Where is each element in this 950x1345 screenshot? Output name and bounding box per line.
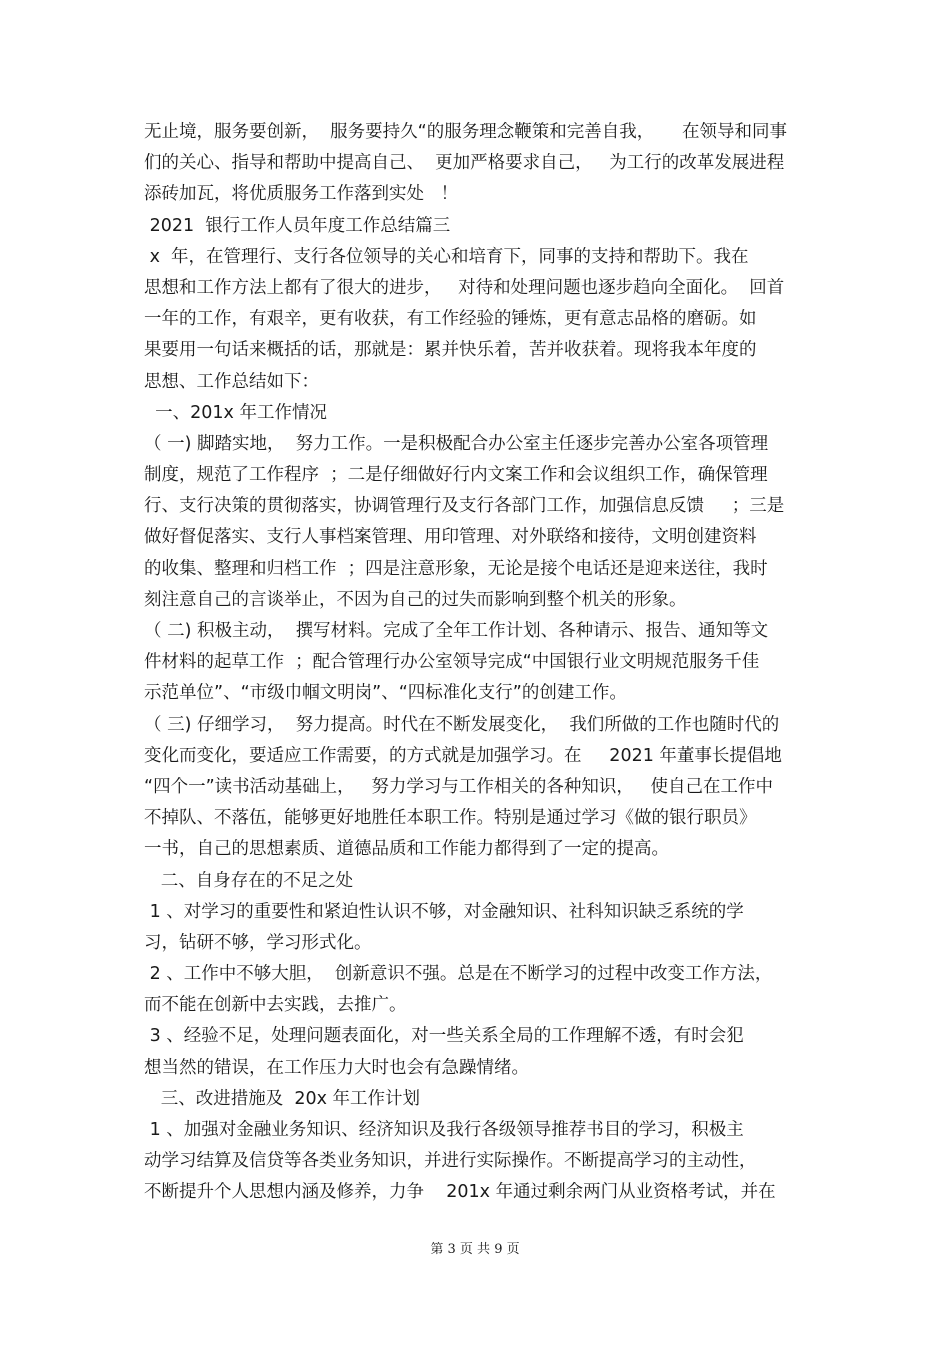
text-line: 习，钻研不够，学习形式化。 (144, 932, 372, 953)
text-line: 思想、工作总结如下： (144, 371, 319, 392)
text-line: 动学习结算及信贷等各类业务知识，并进行实际操作。不断提高学习的主动性， (144, 1151, 757, 1172)
text-line: 2021 银行工作人员年度工作总结篇三 (144, 215, 451, 236)
text-line: （ 三) 仔细学习， 努力提高。时代在不断发展变化， 我们所做的工作也随时代的 (144, 714, 780, 735)
text-line: 而不能在创新中去实践，去推广。 (144, 995, 407, 1016)
text-line: “四个一”读书活动基础上， 努力学习与工作相关的各种知识， 使自己在工作中 (144, 776, 774, 797)
text-line: 一年的工作，有艰辛，更有收获，有工作经验的锤炼，更有意志品格的磨砺。如 (144, 309, 757, 330)
text-line: （ 二) 积极主动， 撰写材料。完成了全年工作计划、各种请示、报告、通知等文 (144, 621, 769, 641)
text-line: 3 、经验不足，处理问题表面化，对一些关系全局的工作理解不透，有时会犯 (144, 1026, 744, 1047)
body-text (144, 117, 814, 1209)
text-line: 不断提升个人思想内涵及修养，力争 201x 年通过剩余两门从业资格考试，并在 (144, 1182, 776, 1203)
text-line: 果要用一句话来概括的话，那就是：累并快乐着，苦并收获着。现将我本年度的 (144, 340, 757, 361)
text-line: 们的关心、指导和帮助中提高自己、 更加严格要求自己， 为工行的改革发展进程 (144, 153, 785, 174)
text-line: 1 、加强对金融业务知识、经济知识及我行各级领导推荐书目的学习，积极主 (144, 1120, 744, 1140)
text-line: （ 一) 脚踏实地， 努力工作。一是积极配合办公室主任逐步完善办公室各项管理 (144, 433, 769, 454)
text-line: 的收集、整理和归档工作 ；四是注意形象，无论是接个电话还是迎来送往，我时 (144, 558, 768, 579)
text-line: 刻注意自己的言谈举止，不因为自己的过失而影响到整个机关的形象。 (144, 589, 687, 610)
text-line: 思想和工作方法上都有了很大的进步， 对待和处理问题也逐步趋向全面化。 回首 (144, 277, 785, 298)
text-line: 2 、工作中不够大胆， 创新意识不强。总是在不断学习的过程中改变工作方法， (144, 964, 773, 985)
text-line: x 年，在管理行、支行各位领导的关心和培育下，同事的支持和帮助下。我在 (144, 246, 749, 267)
text-line: 一、201x 年工作情况 (144, 402, 327, 423)
text-line: 无止境，服务要创新， 服务要持久“的服务理念鞭策和完善自我， 在领导和同事 (144, 122, 788, 142)
text-line: 1 、对学习的重要性和紧迫性认识不够，对金融知识、社科知识缺乏系统的学 (144, 901, 744, 922)
text-line: 件材料的起草工作 ；配合管理行办公室领导完成“中国银行业文明规范服务千佳 (144, 652, 760, 673)
text-line: 三、改进措施及 20x 年工作计划 (144, 1088, 421, 1109)
text-line: 添砖加瓦，将优质服务工作落到实处 ！ (144, 184, 459, 205)
page-footer: 第 3 页 共 9 页 (430, 1242, 520, 1257)
text-line: 一书，自己的思想素质、道德品质和工作能力都得到了一定的提高。 (144, 839, 669, 860)
text-line: 想当然的错误，在工作压力大时也会有急躁情绪。 (144, 1057, 529, 1078)
text-line: 不掉队、不落伍，能够更好地胜任本职工作。特别是通过学习《做的银行职员》 (144, 808, 757, 829)
text-line: 示范单位”、“市级巾帼文明岗”、“四标准化支行”的创建工作。 (144, 683, 627, 704)
text-line: 变化而变化，要适应工作需要，的方式就是加强学习。在 2021 年董事长提倡地 (144, 745, 782, 766)
text-line: 二、自身存在的不足之处 (144, 870, 354, 891)
text-line: 制度，规范了工作程序 ；二是仔细做好行内文案工作和会议组织工作，确保管理 (144, 465, 768, 486)
text-line: 做好督促落实、支行人事档案管理、用印管理、对外联络和接待，文明创建资料 (144, 527, 757, 548)
text-line: 行、支行决策的贯彻落实，协调管理行及支行各部门工作，加强信息反馈 ；三是 (144, 496, 785, 517)
